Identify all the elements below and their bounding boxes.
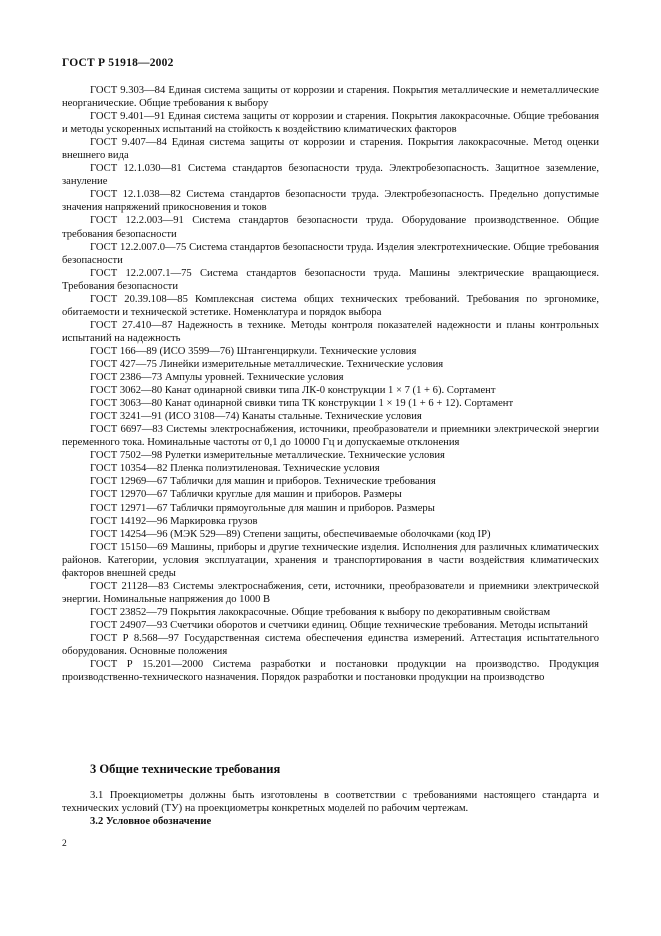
reference-item: ГОСТ 27.410—87 Надежность в технике. Методы контроля показателей надежности и планы контрольных испытаний на надежность — [62, 319, 599, 344]
subsection-title: 3.2 Условное обозначение — [90, 816, 212, 827]
reference-item: ГОСТ 12970—67 Таблички круглые для машин и приборов. Размеры — [90, 489, 402, 501]
paragraph-text: 3.1 Проекциометры должны быть изготовлены в соответствии с требованиями настоящего стандарта и технических условий (ТУ) на проекциометры конкретных моделей по рабочим чертежам. — [62, 790, 599, 815]
reference-item: ГОСТ 166—89 (ИСО 3599—76) Штангенциркули. Технические условия — [90, 345, 417, 357]
page-number: 2 — [62, 839, 67, 849]
section-title: 3 Общие технические требования — [90, 762, 281, 776]
reference-item: ГОСТ 6697—83 Системы электроснабжения, источники, преобразователи и приемники электрической энергии переменного тока. Номинальные частоты от 0,1 до 10000 Гц и допускаемые отклонения — [62, 424, 599, 449]
reference-item: ГОСТ 14192—96 Маркировка грузов — [90, 515, 258, 527]
normative-references-list — [62, 84, 599, 684]
reference-item: ГОСТ 3062—80 Канат одинарной свивки типа ЛК-0 конструкции 1 × 7 (1 + 6). Сортамент — [90, 385, 496, 397]
reference-item: ГОСТ 7502—98 Рулетки измерительные металлические. Технические условия — [90, 450, 445, 462]
reference-item: ГОСТ 12.2.007.0—75 Система стандартов безопасности труда. Изделия электротехнические. Общие требования безопасности — [62, 241, 599, 266]
reference-item: ГОСТ 14254—96 (МЭК 529—89) Степени защиты, обеспечиваемые оболочками (код IP) — [90, 528, 491, 540]
reference-item: ГОСТ 12.1.030—81 Система стандартов безопасности труда. Электробезопасность. Защитное заземление, зануление — [62, 163, 599, 188]
reference-item: ГОСТ 12.2.003—91 Система стандартов безопасности труда. Оборудование производственное. Общие требования безопасности — [62, 215, 599, 240]
reference-item: ГОСТ Р 8.568—97 Государственная система обеспечения единства измерений. Аттестация испытательного оборудования. Основные положения — [62, 632, 599, 658]
reference-item: ГОСТ 9.303—84 Единая система защиты от коррозии и старения. Покрытия металлические и неметаллические неорганические. Общие требования к выбору — [62, 85, 599, 110]
paragraph-3-1 — [62, 789, 599, 815]
document-header: ГОСТ Р 51918—2002 — [62, 57, 174, 69]
reference-item: ГОСТ 24907—93 Счетчики оборотов и счетчики единиц. Общие технические требования. Методы испытаний — [90, 619, 588, 631]
reference-item: ГОСТ 12.2.007.1—75 Система стандартов безопасности труда. Машины электрические вращающиеся. Требования безопасности — [62, 267, 599, 292]
reference-item: ГОСТ 21128—83 Системы электроснабжения, сети, источники, преобразователи и приемники электрической энергии. Номинальные напряжения до 1000 В — [62, 580, 599, 605]
reference-item: ГОСТ Р 15.201—2000 Система разработки и постановки продукции на производство. Продукция производственно-технического назначения. Порядок разработки и постановки продукции на производство — [62, 659, 599, 684]
reference-item: ГОСТ 15150—69 Машины, приборы и другие технические изделия. Исполнения для различных климатических районов. Категории, условия эксплуатации, хранения и транспортирования в части воздействия климатических факторов внешней среды — [62, 541, 599, 579]
reference-item: ГОСТ 9.401—91 Единая система защиты от коррозии и старения. Покрытия лакокрасочные. Общие требования и методы ускоренных испытаний на стойкость к воздействию климатических факторов — [62, 111, 599, 136]
reference-item: ГОСТ 12971—67 Таблички прямоугольные для машин и приборов. Размеры — [90, 502, 435, 514]
reference-item: ГОСТ 9.407—84 Единая система защиты от коррозии и старения. Покрытия лакокрасочные. Метод оценки внешнего вида — [62, 137, 599, 162]
reference-item: ГОСТ 3063—80 Канат одинарной свивки типа ТК конструкции 1 × 19 (1 + 6 + 12). Сортамент — [90, 398, 514, 410]
reference-item: ГОСТ 12969—67 Таблички для машин и приборов. Технические требования — [90, 476, 436, 488]
reference-item: ГОСТ 10354—82 Пленка полиэтиленовая. Технические условия — [90, 463, 380, 475]
reference-item: ГОСТ 427—75 Линейки измерительные металлические. Технические условия — [90, 358, 444, 370]
reference-item: ГОСТ 23852—79 Покрытия лакокрасочные. Общие требования к выбору по декоративным свойствам — [90, 606, 551, 618]
reference-item: ГОСТ 3241—91 (ИСО 3108—74) Канаты стальные. Технические условия — [90, 411, 422, 423]
reference-item: ГОСТ 20.39.108—85 Комплексная система общих технических требований. Требования по эргономике, обитаемости и технической эстетике. Номенклатура и порядок выбора — [62, 293, 599, 318]
reference-item: ГОСТ 2386—73 Ампулы уровней. Технические условия — [90, 372, 344, 384]
reference-item: ГОСТ 12.1.038—82 Система стандартов безопасности труда. Электробезопасность. Предельно допустимые значения напряжений прикосновения и токов — [62, 189, 599, 214]
